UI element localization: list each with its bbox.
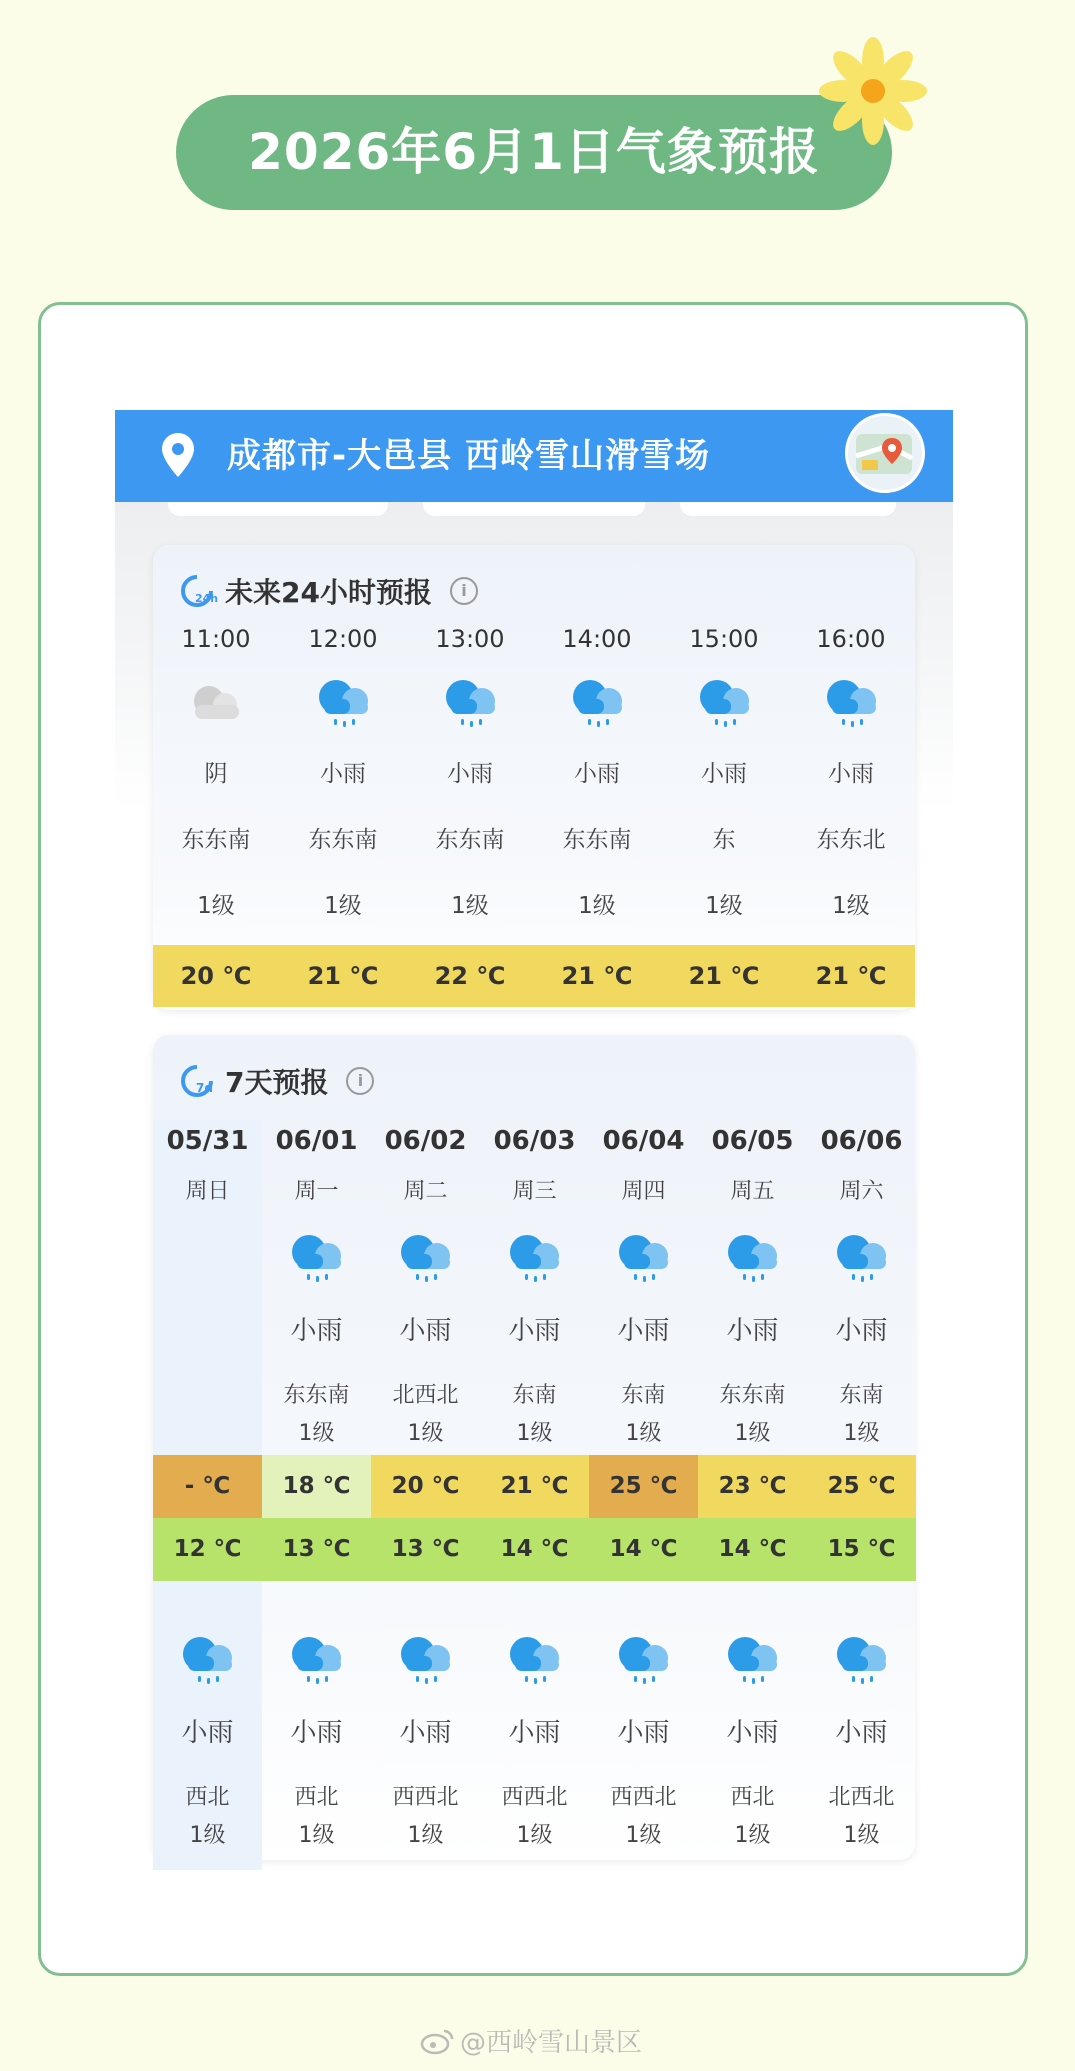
hour-wind-level: 1级 <box>578 893 616 919</box>
day-low-temp: 15 ℃ <box>807 1518 916 1581</box>
rain-icon <box>392 1630 460 1690</box>
hour-time: 11:00 <box>181 625 251 653</box>
day-high-temp: 18 ℃ <box>262 1455 371 1518</box>
day-wind-level: 1级 <box>407 1421 444 1446</box>
hour-weather: 小雨 <box>320 761 366 787</box>
hour-wind-level: 1级 <box>197 893 235 919</box>
night-weather: 小雨 <box>835 1718 888 1748</box>
rain-icon <box>310 673 378 733</box>
day-date: 06/01 <box>275 1126 358 1156</box>
hour-wind-dir: 东东南 <box>308 827 378 853</box>
day-high-temp: 23 ℃ <box>698 1455 807 1518</box>
hour-wind-level: 1级 <box>451 893 489 919</box>
rain-icon <box>437 673 505 733</box>
weekly-header <box>179 1057 374 1105</box>
rain-icon <box>283 1630 351 1690</box>
day-wind-dir: 东南 <box>839 1383 884 1408</box>
hour-time: 13:00 <box>435 625 505 653</box>
tab-stub <box>423 502 645 516</box>
hour-temp: 21 ℃ <box>561 962 633 990</box>
rain-icon <box>501 1630 569 1690</box>
night-wind-dir: 西北 <box>730 1785 775 1810</box>
hour-weather: 阴 <box>204 761 228 787</box>
hour-temp: 21 ℃ <box>307 962 379 990</box>
day-weather: 小雨 <box>399 1316 452 1346</box>
rain-icon <box>610 1630 678 1690</box>
night-wind-level: 1级 <box>625 1823 662 1848</box>
day-wind-level: 1级 <box>734 1421 771 1446</box>
night-wind-dir: 西北 <box>294 1785 339 1810</box>
hourly-title: 未来24小时预报 <box>225 576 432 609</box>
night-wind-dir: 西西北 <box>501 1785 568 1810</box>
rain-icon <box>828 1630 896 1690</box>
weekly-forecast-card <box>153 1035 915 1860</box>
day-low-temp: 12 ℃ <box>153 1518 262 1581</box>
rain-icon <box>174 1630 242 1690</box>
day-high-temp: 25 ℃ <box>807 1455 916 1518</box>
day-low-temp: 13 ℃ <box>371 1518 480 1581</box>
info-icon[interactable]: i <box>450 577 478 605</box>
weekly-title: 7天预报 <box>225 1066 329 1099</box>
night-weather: 小雨 <box>726 1718 779 1748</box>
night-weather: 小雨 <box>181 1718 234 1748</box>
hourly-temp-row <box>153 945 915 1007</box>
rain-icon <box>564 673 632 733</box>
rain-icon <box>719 1228 787 1288</box>
day-wind-level: 1级 <box>516 1421 553 1446</box>
day-weather: 小雨 <box>290 1316 343 1346</box>
day-wind-dir: 东南 <box>512 1383 557 1408</box>
hour-time: 16:00 <box>816 625 886 653</box>
day-weather: 小雨 <box>835 1316 888 1346</box>
day-wind-dir: 东东南 <box>283 1383 350 1408</box>
flower-icon <box>818 36 928 146</box>
night-wind-level: 1级 <box>407 1823 444 1848</box>
watermark-text: @西岭雪山景区 <box>460 2028 643 2058</box>
hour-wind-level: 1级 <box>324 893 362 919</box>
hour-weather: 小雨 <box>828 761 874 787</box>
map-icon <box>848 416 928 496</box>
hour-temp: 20 ℃ <box>180 962 252 990</box>
info-icon[interactable]: i <box>346 1067 374 1095</box>
24h-icon <box>179 573 219 609</box>
hour-temp: 21 ℃ <box>688 962 760 990</box>
day-wind-level: 1级 <box>843 1421 880 1446</box>
night-wind-level: 1级 <box>734 1823 771 1848</box>
day-weekday: 周六 <box>839 1179 884 1204</box>
day-low-temp: 14 ℃ <box>480 1518 589 1581</box>
night-wind-dir: 西北 <box>185 1785 230 1810</box>
day-wind-dir: 东南 <box>621 1383 666 1408</box>
night-wind-dir: 北西北 <box>828 1785 895 1810</box>
day-high-temp: 21 ℃ <box>480 1455 589 1518</box>
night-wind-level: 1级 <box>843 1823 880 1848</box>
hour-weather: 小雨 <box>447 761 493 787</box>
day-high-temp: 25 ℃ <box>589 1455 698 1518</box>
day-date: 06/02 <box>384 1126 467 1156</box>
hourly-forecast-card <box>153 545 915 1010</box>
rain-icon <box>392 1228 460 1288</box>
page-title: 2026年6月1日气象预报 <box>176 95 892 210</box>
day-wind-level: 1级 <box>298 1421 335 1446</box>
hour-wind-dir: 东东南 <box>562 827 632 853</box>
night-wind-dir: 西西北 <box>392 1785 459 1810</box>
day-low-temp: 14 ℃ <box>698 1518 807 1581</box>
night-wind-level: 1级 <box>189 1823 226 1848</box>
day-weekday: 周三 <box>512 1179 557 1204</box>
rain-icon <box>828 1228 896 1288</box>
day-wind-level: 1级 <box>625 1421 662 1446</box>
tab-stub <box>168 502 388 516</box>
day-low-temp: 13 ℃ <box>262 1518 371 1581</box>
rain-icon <box>818 673 886 733</box>
day-date: 06/06 <box>820 1126 903 1156</box>
hour-wind-dir: 东 <box>712 827 736 853</box>
hour-wind-dir: 东东南 <box>435 827 505 853</box>
hour-temp: 22 ℃ <box>434 962 506 990</box>
day-wind-dir: 东东南 <box>719 1383 786 1408</box>
hourly-header <box>179 567 478 615</box>
day-date: 05/31 <box>166 1126 249 1156</box>
hour-wind-dir: 东东南 <box>181 827 251 853</box>
hour-time: 14:00 <box>562 625 632 653</box>
day-weekday: 周一 <box>294 1179 339 1204</box>
day-weekday: 周二 <box>403 1179 448 1204</box>
day-weekday: 周日 <box>185 1179 230 1204</box>
hour-temp: 21 ℃ <box>815 962 887 990</box>
weather-screenshot <box>115 410 953 1885</box>
day-date: 06/03 <box>493 1126 576 1156</box>
day-weather: 小雨 <box>617 1316 670 1346</box>
night-weather: 小雨 <box>617 1718 670 1748</box>
overcast-icon <box>183 673 251 733</box>
weibo-icon <box>420 2027 454 2055</box>
location-bar[interactable] <box>115 410 953 502</box>
svg-text:7d: 7d <box>196 1081 213 1095</box>
day-high-temp: - ℃ <box>153 1455 262 1518</box>
map-button[interactable] <box>845 413 925 493</box>
location-name: 成都市-大邑县 西岭雪山滑雪场 <box>227 436 710 476</box>
hour-wind-level: 1级 <box>705 893 743 919</box>
night-weather: 小雨 <box>290 1718 343 1748</box>
hour-weather: 小雨 <box>701 761 747 787</box>
tab-stub <box>680 502 896 516</box>
day-date: 06/05 <box>711 1126 794 1156</box>
day-low-temp: 14 ℃ <box>589 1518 698 1581</box>
day-weather: 小雨 <box>726 1316 779 1346</box>
rain-icon <box>501 1228 569 1288</box>
day-weekday: 周四 <box>621 1179 666 1204</box>
hour-weather: 小雨 <box>574 761 620 787</box>
day-date: 06/04 <box>602 1126 685 1156</box>
rain-icon <box>719 1630 787 1690</box>
rain-icon <box>691 673 759 733</box>
7d-icon <box>179 1063 215 1099</box>
rain-icon <box>283 1228 351 1288</box>
day-high-temp: 20 ℃ <box>371 1455 480 1518</box>
day-weekday: 周五 <box>730 1179 775 1204</box>
night-wind-level: 1级 <box>298 1823 335 1848</box>
svg-text:24h: 24h <box>195 592 219 605</box>
location-pin-icon <box>162 433 194 477</box>
hour-time: 15:00 <box>689 625 759 653</box>
night-wind-level: 1级 <box>516 1823 553 1848</box>
day-weather: 小雨 <box>508 1316 561 1346</box>
day-wind-dir: 北西北 <box>392 1383 459 1408</box>
night-weather: 小雨 <box>399 1718 452 1748</box>
hour-time: 12:00 <box>308 625 378 653</box>
night-weather: 小雨 <box>508 1718 561 1748</box>
watermark <box>420 2022 642 2059</box>
hour-wind-level: 1级 <box>832 893 870 919</box>
night-wind-dir: 西西北 <box>610 1785 677 1810</box>
rain-icon <box>610 1228 678 1288</box>
hour-wind-dir: 东东北 <box>816 827 886 853</box>
